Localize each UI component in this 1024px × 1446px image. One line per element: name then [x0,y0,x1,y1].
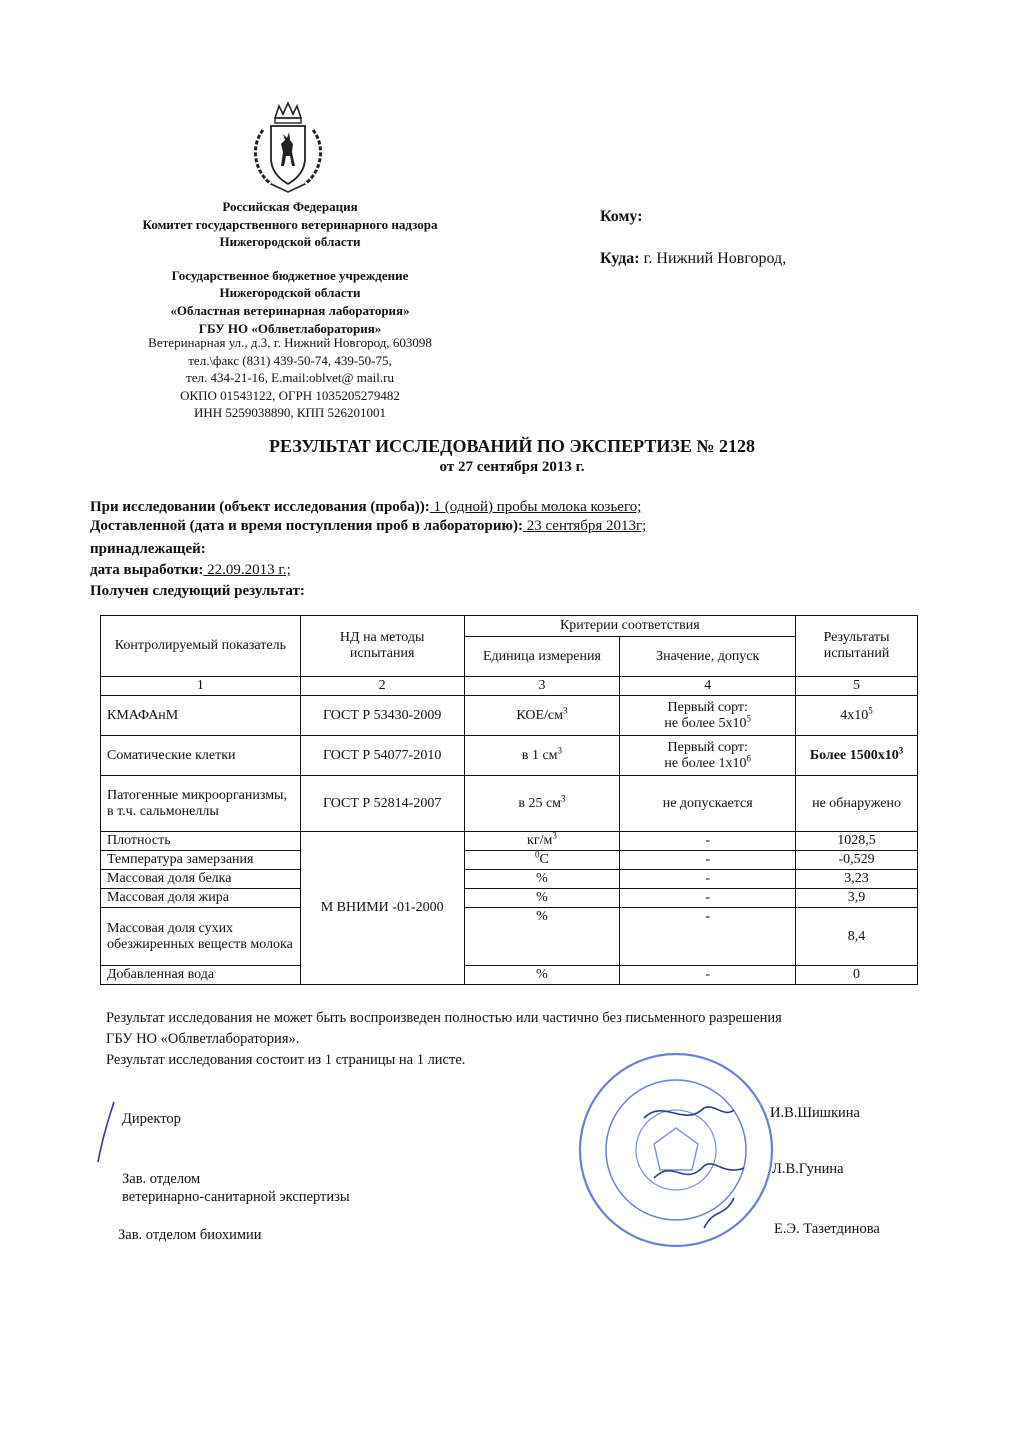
header-results: Результаты испытаний [796,616,918,677]
value-cell: не допускается [620,776,796,832]
table-row [101,832,918,851]
header-criteria: Критерии соответствия [464,616,796,637]
field-owner [90,540,206,559]
method-cell: ГОСТ Р 54077-2010 [300,736,464,776]
table-row [101,889,918,908]
note-line: Результат исследования состоит из 1 страницы на 1 листе. [106,1052,466,1068]
unit-cell: в 25 $см^3$ [464,776,620,832]
object-value: 1 (одной) пробы молока козьего; [429,499,642,515]
field-delivered [90,517,646,536]
institution-line: Государственное бюджетное учреждение [171,267,409,283]
recipient-where [600,250,786,268]
org-line: Российская Федерация [222,199,358,214]
biochem-head-name: Е.Э. Тазетдинова [774,1221,880,1237]
institution-line: Нижегородской области [219,285,361,301]
header-method: НД на методы испытания [300,616,464,677]
result-cell: -0,529 [796,851,918,870]
indicator-cell: Плотность [101,832,301,851]
results-table [100,615,918,985]
where-label: Куда: [600,250,640,267]
indicator-cell: Массовая доля белка [101,870,301,889]
org-line: Комитет государственного ветеринарного надзора [142,216,438,232]
value-cell: - [620,966,796,985]
table-row [101,776,918,832]
header-value: Значение, допуск [620,637,796,677]
owner-label: принадлежащей: [90,541,206,557]
table-row [101,870,918,889]
organization-header [100,198,480,337]
result-cell: 1028,5 [796,832,918,851]
indicator-cell: Массовая доля сухих обезжиренных веществ молока [101,908,301,966]
biochem-head-label: Зав. отделом биохимии [118,1227,262,1243]
where-value: г. Нижний Новгород, [639,250,787,267]
indicator-cell: Соматические клетки [101,736,301,776]
org-line: Нижегородской области [219,234,361,250]
value-cell: - [620,870,796,889]
official-stamp [574,1048,778,1252]
indicator-cell: КМАФАнМ [101,696,301,736]
signature-mark [92,1100,122,1164]
header-unit: Единица измерения [464,637,620,677]
result-cell: не обнаружено [796,776,918,832]
contact-line: тел. 434-21-16, E.mail:oblvet@ mail.ru [186,370,394,386]
director-label: Директор [122,1111,181,1127]
column-number: 2 [300,677,464,696]
contact-line: тел.\факс (831) 439-50-74, 439-50-75, [188,352,392,368]
result-cell: Более $1500х10^3$ [796,736,918,776]
delivered-value: 23 сентября 2013г; [522,518,647,534]
contact-line: Ветеринарная ул., д.3, г. Нижний Новгород, 603098 [148,335,432,350]
value-cell: Первый сорт: не более $1х10^6$ [620,736,796,776]
contacts-block [100,334,480,422]
document-title: РЕЗУЛЬТАТ ИССЛЕДОВАНИЙ ПО ЭКСПЕРТИЗЕ № 2128 [269,436,755,456]
table-row [101,696,918,736]
result-cell: 3,23 [796,870,918,889]
unit-cell: $кг/м^3$ [464,832,620,851]
column-number: 1 [101,677,301,696]
to-label: Кому: [600,208,643,225]
column-number: 4 [620,677,796,696]
result-cell: 3,9 [796,889,918,908]
column-number: 3 [464,677,620,696]
unit-cell: % [464,870,620,889]
vet-head-name: Л.В.Гунина [772,1161,844,1177]
institution-line: «Областная ветеринарная лаборатория» [170,302,410,318]
institution-line: ГБУ НО «Облветлаборатория» [198,320,382,336]
method-cell: ГОСТ Р 52814-2007 [300,776,464,832]
object-label: При исследовании (объект исследования (проба)): [90,499,430,515]
production-value: 22.09.2013 г.; [203,562,291,578]
unit-cell: $^0$С [464,851,620,870]
column-number: 5 [796,677,918,696]
field-production-date [90,561,291,580]
coat-of-arms-emblem [245,100,331,196]
unit-cell: % [464,966,620,985]
unit-cell: в 1 $см^3$ [464,736,620,776]
note-line: Результат исследования не может быть воспроизведен полностью или частично без письменного разрешения [106,1010,782,1026]
indicator-cell: Патогенные микроорганизмы, в т.ч. сальмонеллы [101,776,301,832]
document-date: от 27 сентября 2013 г. [439,459,585,475]
vet-head-label-1: Зав. отделом [122,1171,201,1187]
delivered-label: Доставленной (дата и время поступления проб в лабораторию): [90,518,523,534]
contact-line: ОКПО 01543122, ОГРН 1035205279482 [180,387,400,403]
value-cell: Первый сорт: не более $5х10^5$ [620,696,796,736]
header-indicator: Контролируемый показатель [101,616,301,677]
result-cell: 8,4 [796,908,918,966]
table-row [101,908,918,966]
indicator-cell: Температура замерзания [101,851,301,870]
value-cell: - [620,851,796,870]
value-cell: - [620,832,796,851]
result-cell: 0 [796,966,918,985]
unit-cell: КОЕ/$см^3$ [464,696,620,736]
notes-block [106,1008,926,1071]
director-name: И.В.Шишкина [770,1105,860,1121]
indicator-cell: Массовая доля жира [101,889,301,908]
unit-cell: % [464,908,620,966]
recipient-to [600,208,643,226]
value-cell: - [620,889,796,908]
result-label: Получен следующий результат: [90,583,305,599]
note-line: ГБУ НО «Облветлаборатория». [106,1031,300,1047]
table-row [101,966,918,985]
unit-cell: % [464,889,620,908]
table-row [101,851,918,870]
table-row [101,736,918,776]
field-result [90,582,305,601]
method-cell: ГОСТ Р 53430-2009 [300,696,464,736]
vet-head-label-2: ветеринарно-санитарной экспертизы [122,1189,350,1205]
result-cell: $4х10^5$ [796,696,918,736]
contact-line: ИНН 5259038890, КПП 526201001 [193,405,387,421]
field-object [90,498,641,517]
production-label: дата выработки: [90,562,204,578]
value-cell: - [620,908,796,966]
indicator-cell: Добавленная вода [101,966,301,985]
biochem-method-cell: М ВНИМИ -01-2000 [300,832,464,985]
